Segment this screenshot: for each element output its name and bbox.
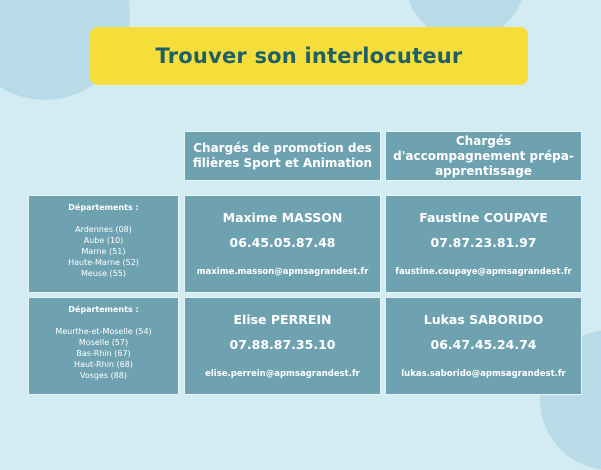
departments-label: Départements : <box>68 203 139 212</box>
contact-card <box>385 195 582 293</box>
contact-phone[interactable]: 07.87.23.81.97 <box>430 235 537 250</box>
contact-name: Elise PERREIN <box>233 312 332 327</box>
department-item: Moselle (57) <box>78 338 129 347</box>
department-item: Marne (51) <box>81 247 126 256</box>
department-item: Meuse (55) <box>81 269 126 278</box>
contact-name: Maxime MASSON <box>222 210 343 225</box>
column-header-promotion: Chargés de promotion des filières Sport et Animation <box>184 131 381 181</box>
department-item: Vosges (88) <box>79 371 128 380</box>
department-item: Ardennes (08) <box>75 225 132 234</box>
contact-card <box>385 297 582 395</box>
departments-label: Départements : <box>68 305 139 314</box>
departments-cell <box>28 297 179 395</box>
contact-email[interactable]: maxime.masson@apmsagrandest.fr <box>196 267 369 277</box>
contact-phone[interactable]: 07.88.87.35.10 <box>229 337 336 352</box>
contact-email[interactable]: lukas.saborido@apmsagrandest.fr <box>401 369 566 379</box>
department-item: Bas-Rhin (67) <box>76 349 131 358</box>
department-item: Haute-Marne (52) <box>68 258 139 267</box>
department-item: Meurthe-et-Moselle (54) <box>55 327 152 336</box>
department-item: Aube (10) <box>83 236 124 245</box>
page-title: Trouver son interlocuteur <box>90 27 528 85</box>
contact-phone[interactable]: 06.45.05.87.48 <box>229 235 336 250</box>
column-header-accompagnement: Chargés d'accompagnement prépa-apprentissage <box>385 131 582 181</box>
contact-phone[interactable]: 06.47.45.24.74 <box>430 337 537 352</box>
contact-name: Faustine COUPAYE <box>419 210 548 225</box>
contact-email[interactable]: elise.perrein@apmsagrandest.fr <box>205 369 360 379</box>
contact-card <box>184 195 381 293</box>
departments-cell <box>28 195 179 293</box>
contact-email[interactable]: faustine.coupaye@apmsagrandest.fr <box>395 267 572 277</box>
department-item: Haut-Rhin (68) <box>74 360 133 369</box>
contact-name: Lukas SABORIDO <box>423 312 544 327</box>
contact-card <box>184 297 381 395</box>
